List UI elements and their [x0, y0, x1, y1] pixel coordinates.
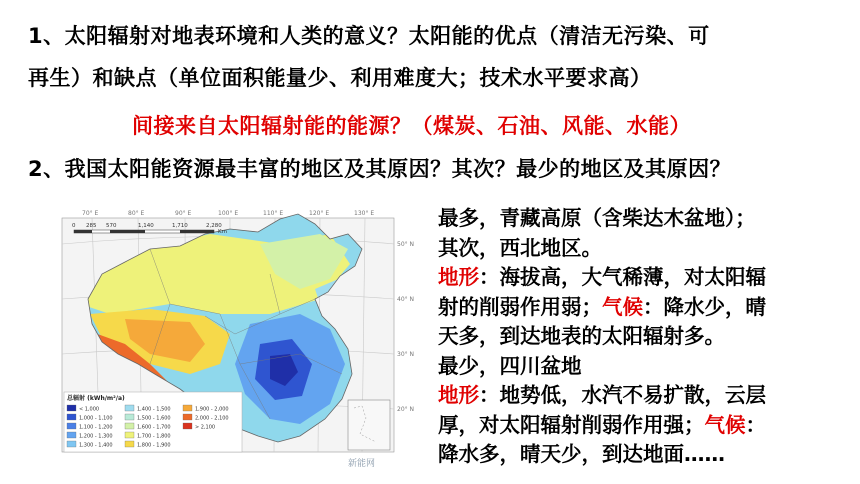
legend-swatch — [183, 405, 192, 411]
question-1-line-2: 再生）和缺点（单位面积能量少、利用难度大；技术水平要求高） — [28, 66, 652, 90]
legend-label: 1,300 - 1,400 — [79, 442, 113, 449]
legend-swatch — [67, 432, 76, 438]
answer-text: 厚，对太阳辐射削弱作用强； — [438, 412, 705, 437]
lon-tick: 110° E — [263, 210, 284, 217]
legend-swatch — [125, 423, 134, 429]
answer-line: 降水多，晴天少，到达地面…… — [438, 442, 725, 466]
legend-swatch — [67, 414, 76, 420]
legend-swatch — [67, 441, 76, 447]
answer-panel — [438, 204, 858, 470]
svg-text:2,280: 2,280 — [206, 223, 222, 229]
answer-line — [438, 293, 858, 323]
legend-swatch — [125, 432, 134, 438]
answer-line: 最多，青藏高原（含柴达木盆地）； — [438, 206, 756, 230]
svg-text:285: 285 — [86, 223, 97, 229]
question-2: 2、我国太阳能资源最丰富的地区及其原因？其次？最少的地区及其原因？ — [28, 157, 732, 181]
legend-label: 1,800 - 1,900 — [137, 442, 171, 449]
lon-tick: 90° E — [175, 210, 192, 217]
legend-swatch — [125, 441, 134, 447]
svg-text:570: 570 — [106, 223, 117, 229]
legend-label: > 2,100 — [195, 424, 216, 431]
legend-swatch — [125, 405, 134, 411]
answer-text: ：地势低，水汽不易扩散，云层 — [479, 383, 766, 407]
legend-label: 1,100 - 1,200 — [79, 424, 113, 431]
question-1-line-1: 1、太阳辐射对地表环境和人类的意义？太阳能的优点（清洁无污染、可 — [28, 24, 710, 48]
answer-text: 射的削弱作用弱； — [438, 294, 602, 319]
svg-text:1,140: 1,140 — [138, 223, 154, 229]
climate-label: 气候 — [704, 412, 746, 437]
answer-text: ：海拔高，大气稀薄，对太阳辐 — [479, 265, 766, 289]
lon-tick: 70° E — [82, 210, 99, 217]
lat-tick: 40° N — [397, 296, 415, 303]
legend-label: 2,000 - 2,100 — [195, 415, 229, 422]
legend-swatch — [183, 423, 192, 429]
legend-label: 1,600 - 1,700 — [137, 424, 171, 431]
lat-tick: 20° N — [397, 406, 415, 413]
answer-line — [438, 263, 858, 293]
lon-tick: 130° E — [354, 210, 375, 217]
legend-label: < 1,000 — [79, 406, 100, 413]
legend-swatch — [183, 414, 192, 420]
svg-text:1,710: 1,710 — [172, 223, 188, 229]
watermark: 新能网 — [348, 459, 376, 469]
answer-line: 天多，到达地表的太阳辐射多。 — [438, 324, 725, 348]
answer-line — [438, 411, 858, 441]
legend-label: 1,900 - 2,000 — [195, 406, 229, 413]
legend-title: 总辐射 (kWh/m²/a) — [67, 395, 125, 402]
legend-swatch — [67, 405, 76, 411]
question-1-line-3: 间接来自太阳辐射能的能源？（煤炭、石油、风能、水能） — [132, 114, 691, 138]
legend-label: 1,200 - 1,300 — [79, 433, 113, 440]
svg-text:Km: Km — [218, 229, 227, 235]
lat-tick: 50° N — [397, 241, 415, 248]
lon-tick: 80° E — [128, 210, 145, 217]
map-legend — [64, 392, 242, 452]
legend-swatch — [67, 423, 76, 429]
answer-text: ： — [745, 412, 766, 437]
legend-label: 1,700 - 1,800 — [137, 433, 171, 440]
answer-line: 最少，四川盆地 — [438, 353, 582, 378]
solar-radiation-map — [30, 204, 425, 474]
climate-label: 气候 — [602, 294, 643, 319]
answer-line — [438, 381, 858, 411]
lon-tick: 100° E — [218, 210, 239, 217]
legend-label: 1,500 - 1,600 — [137, 415, 171, 422]
answer-line: 其次，西北地区。 — [438, 235, 602, 260]
terrain-label: 地形 — [438, 383, 479, 407]
lat-tick: 30° N — [397, 351, 415, 358]
legend-swatch — [125, 414, 134, 420]
svg-text:0: 0 — [72, 223, 76, 229]
lon-tick: 120° E — [309, 210, 330, 217]
terrain-label: 地形 — [438, 265, 479, 289]
answer-text: ：降水少，晴 — [643, 294, 766, 319]
legend-label: 1,400 - 1,500 — [137, 406, 171, 413]
legend-label: 1,000 - 1,100 — [79, 415, 113, 422]
